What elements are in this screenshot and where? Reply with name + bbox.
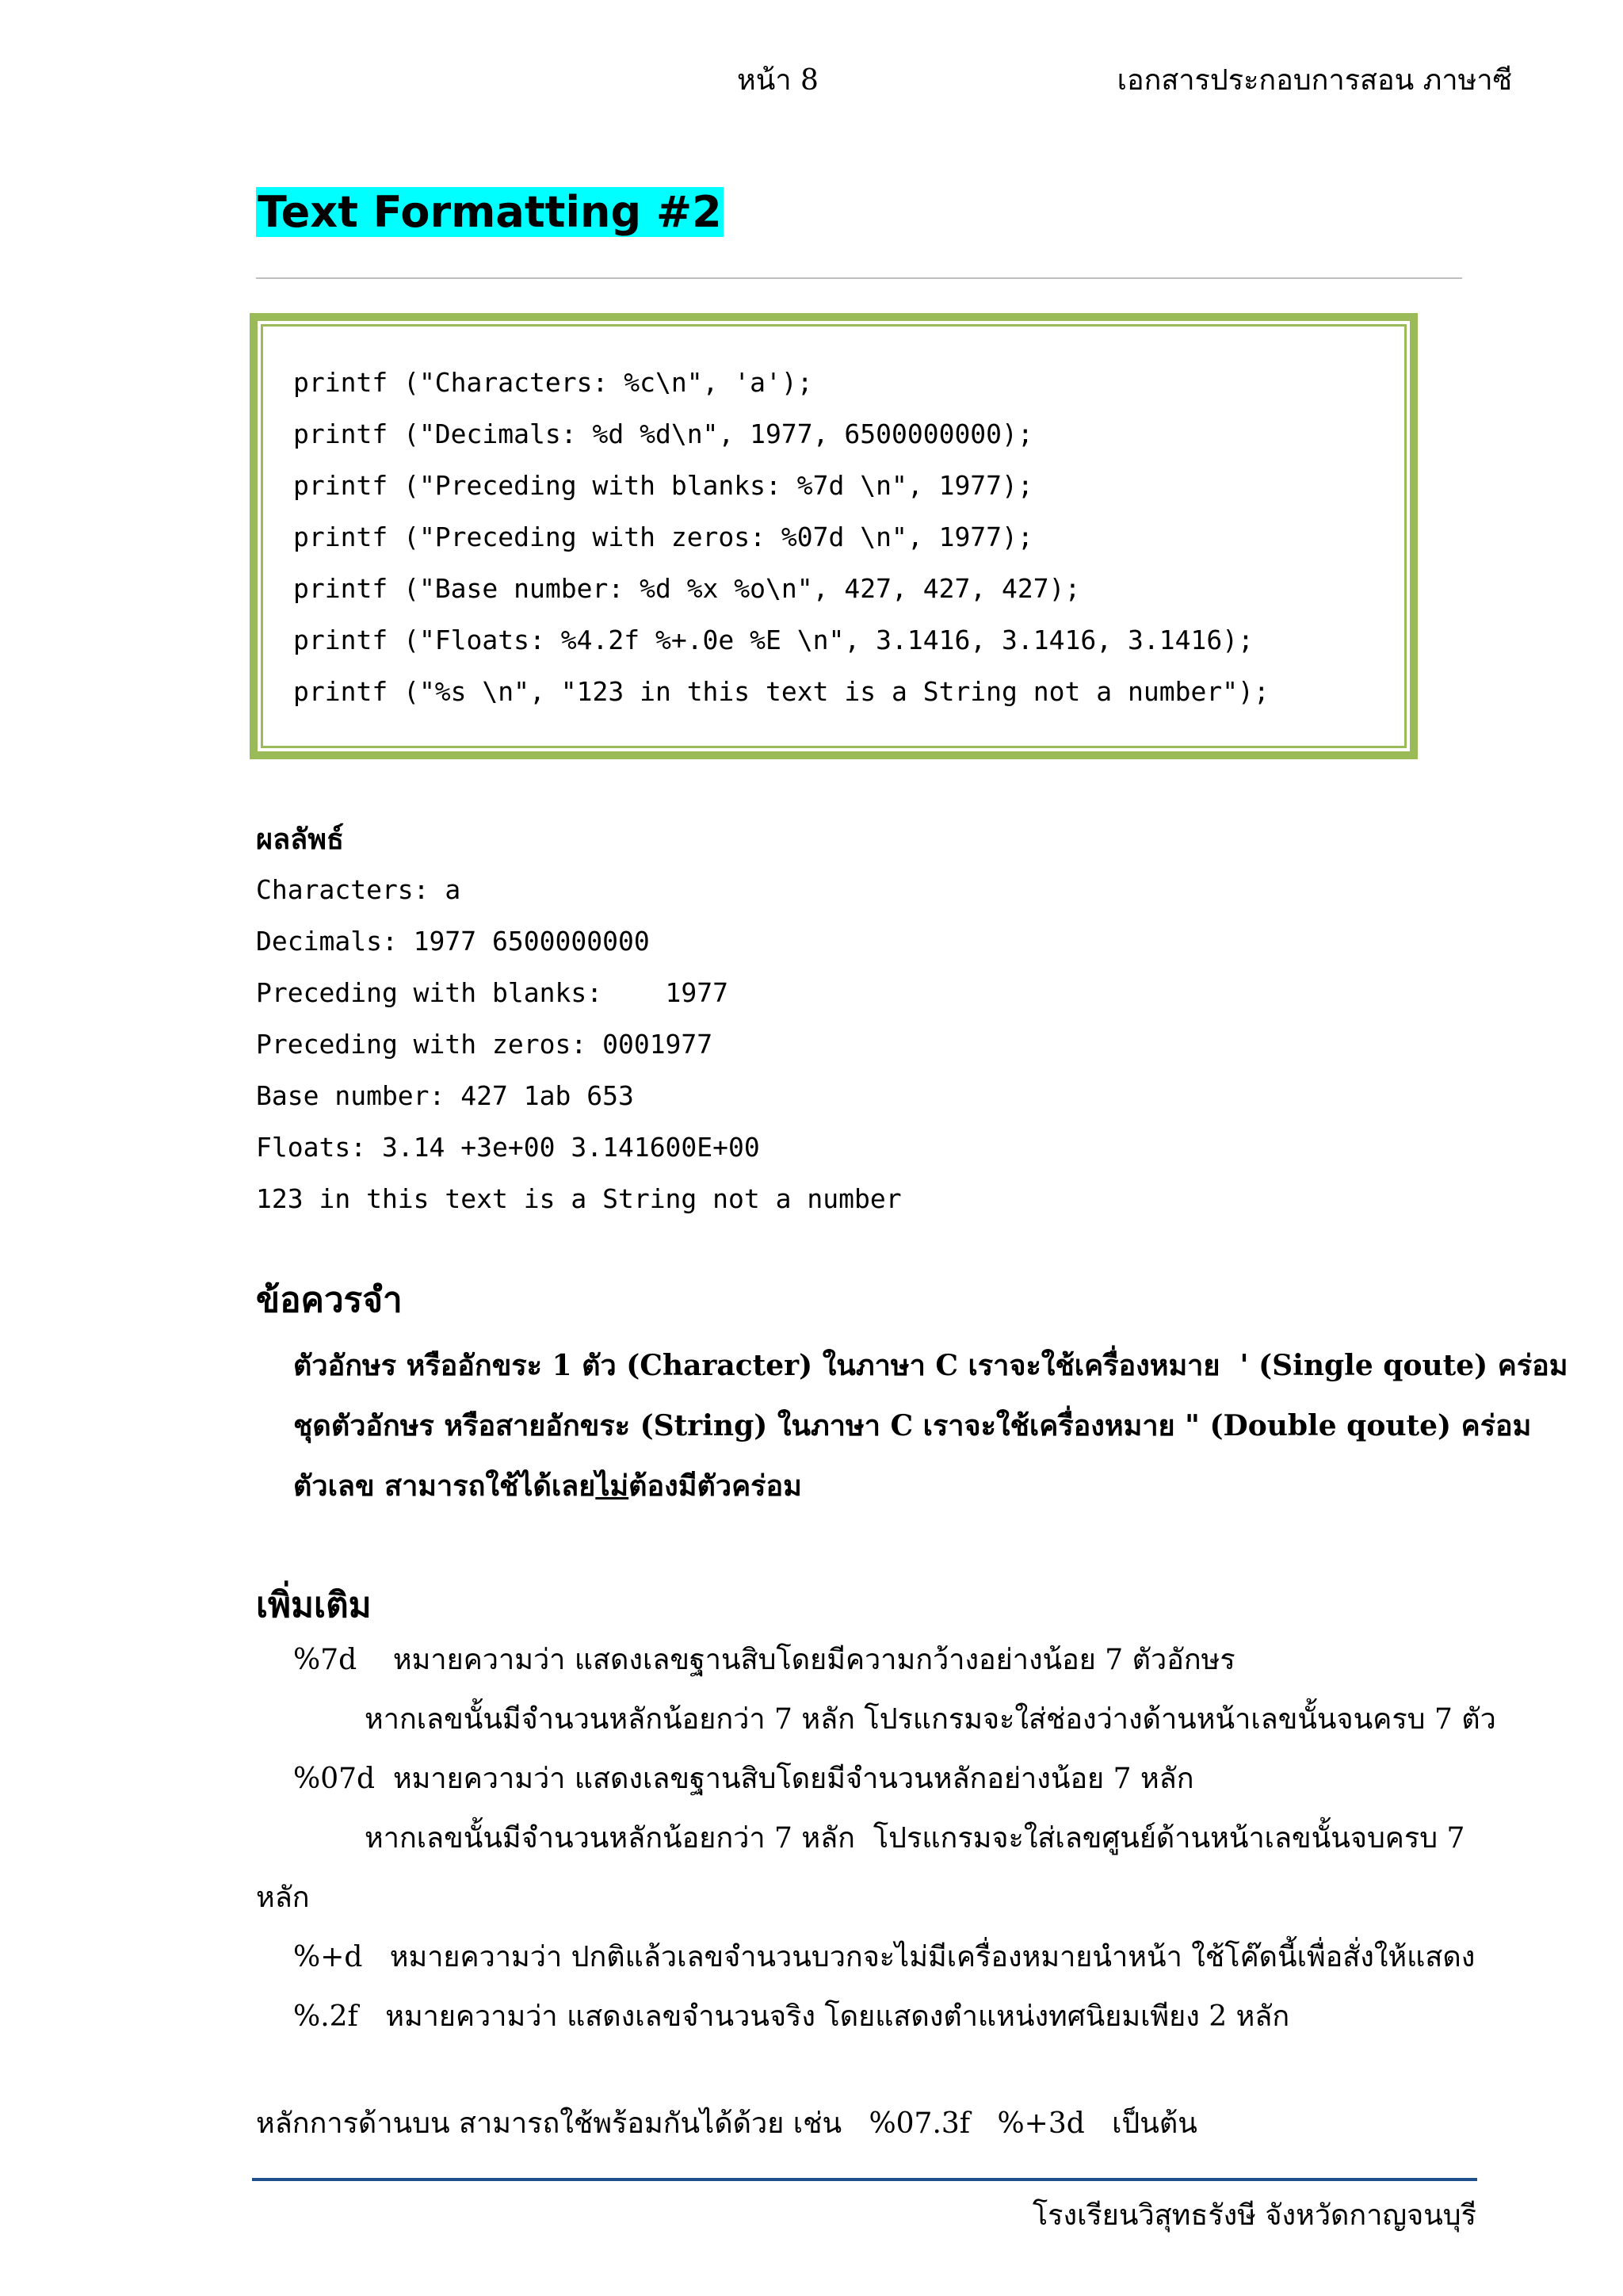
more-item-wrap: หลัก bbox=[256, 1881, 310, 1914]
code-line: printf ("Base number: %d %x %o\n", 427, 427, 427); bbox=[293, 573, 1081, 604]
remember-heading: ข้อควรจำ bbox=[256, 1280, 403, 1320]
remember-line-part: ต้องมีตัวคร่อม bbox=[628, 1469, 802, 1503]
footer-divider bbox=[252, 2178, 1477, 2181]
more-item: %7d หมายความว่า แสดงเลขฐานสิบโดยมีความกว้างอย่างน้อย 7 ตัวอักษร bbox=[293, 1644, 1235, 1676]
more-item-cont: หากเลขนั้นมีจำนวนหลักน้อยกว่า 7 หลัก โปรแกรมจะใส่เลขศูนย์ด้านหน้าเลขนั้นจบครบ 7 bbox=[365, 1822, 1465, 1855]
remember-notes bbox=[293, 1335, 1568, 1516]
remember-line-part: ตัวเลข สามารถใช้ได้เลย bbox=[293, 1469, 596, 1503]
page-number: หน้า 8 bbox=[737, 64, 819, 97]
more-heading: เพิ่มเติม bbox=[256, 1585, 372, 1626]
output-line: Preceding with zeros: 0001977 bbox=[256, 1029, 713, 1060]
output-lines bbox=[256, 864, 902, 1224]
code-block bbox=[250, 313, 1418, 759]
output-line: Characters: a bbox=[256, 874, 461, 905]
code-lines bbox=[293, 357, 1270, 717]
more-item: %+d หมายความว่า ปกติแล้วเลขจำนวนบวกจะไม่มีเครื่องหมายนำหน้า ใช้โค๊ดนี้เพื่อสั่งให้แสดง bbox=[293, 1941, 1476, 1973]
output-line: 123 in this text is a String not a number bbox=[256, 1183, 902, 1214]
section-title-text: Text Formatting #2 bbox=[258, 187, 722, 237]
output-line: Decimals: 1977 6500000000 bbox=[256, 926, 650, 957]
code-block-inner bbox=[261, 324, 1407, 748]
output-line: Preceding with blanks: 1977 bbox=[256, 977, 729, 1008]
remember-underlined-word: ไม่ bbox=[595, 1469, 629, 1503]
code-line: printf ("Preceding with blanks: %7d \n", 1977); bbox=[293, 470, 1033, 501]
code-line: printf ("Preceding with zeros: %07d \n", 1977); bbox=[293, 521, 1033, 552]
code-line: printf ("Characters: %c\n", 'a'); bbox=[293, 367, 813, 398]
result-label: ผลลัพธ์ bbox=[256, 823, 344, 856]
summary-line: หลักการด้านบน สามารถใช้พร้อมกันได้ด้วย เช่น %07.3f %+3d เป็นต้น bbox=[256, 2107, 1197, 2140]
output-line: Base number: 427 1ab 653 bbox=[256, 1080, 634, 1111]
more-item: %.2f หมายความว่า แสดงเลขจำนวนจริง โดยแสดงตำแหน่งทศนิยมเพียง 2 หลัก bbox=[293, 2000, 1290, 2033]
code-line: printf ("Decimals: %d %d\n", 1977, 6500000000); bbox=[293, 418, 1033, 449]
code-line: printf ("%s \n", "123 in this text is a String not a number"); bbox=[293, 676, 1270, 707]
section-title bbox=[256, 184, 724, 241]
document-title: เอกสารประกอบการสอน ภาษาซี bbox=[1117, 64, 1512, 97]
output-line: Floats: 3.14 +3e+00 3.141600E+00 bbox=[256, 1132, 760, 1163]
footer-school: โรงเรียนวิสุทธรังษี จังหวัดกาญจนบุรี bbox=[1032, 2199, 1476, 2232]
more-item-cont: หากเลขนั้นมีจำนวนหลักน้อยกว่า 7 หลัก โปรแกรมจะใส่ช่องว่างด้านหน้าเลขนั้นจนครบ 7 ตัว bbox=[365, 1703, 1496, 1736]
remember-line: ตัวอักษร หรืออักขระ 1 ตัว (Character) ในภาษา C เราจะใช้เครื่องหมาย ' (Single qoute) คร่อม bbox=[293, 1349, 1568, 1382]
more-item: %07d หมายความว่า แสดงเลขฐานสิบโดยมีจำนวนหลักอย่างน้อย 7 หลัก bbox=[293, 1763, 1194, 1795]
code-line: printf ("Floats: %4.2f %+.0e %E \n", 3.1416, 3.1416, 3.1416); bbox=[293, 625, 1254, 655]
remember-line: ชุดตัวอักษร หรือสายอักขระ (String) ในภาษา C เราจะใช้เครื่องหมาย " (Double qoute) คร่อม bbox=[293, 1409, 1532, 1442]
remember-line bbox=[293, 1456, 1568, 1516]
title-divider bbox=[256, 277, 1462, 279]
